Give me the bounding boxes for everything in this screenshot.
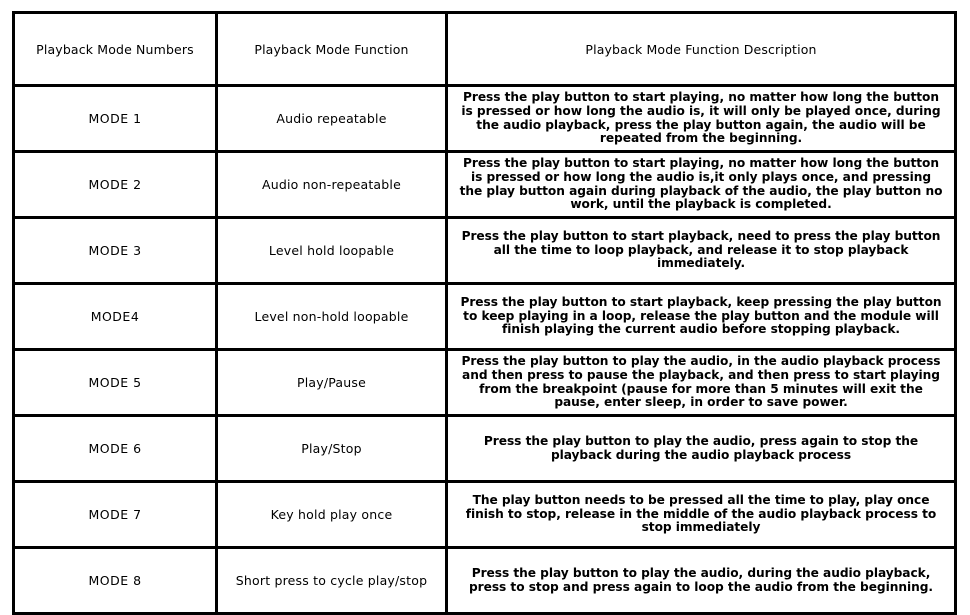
- header-cell-mode-function-inner: [218, 14, 445, 84]
- cell-mode-number: [14, 86, 217, 152]
- header-cell-mode-description: [447, 13, 956, 86]
- mode-number-label: MODE 1: [88, 110, 142, 126]
- cell-mode-description: [447, 482, 956, 548]
- cell-mode-description-inner: [448, 219, 954, 282]
- cell-mode-number: [14, 152, 217, 218]
- table-row: [14, 482, 956, 548]
- cell-mode-function: [217, 350, 447, 416]
- cell-mode-function-inner: [218, 87, 445, 150]
- cell-mode-function-inner: [218, 285, 445, 348]
- mode-number-label: MODE 7: [88, 506, 142, 522]
- cell-mode-function: [217, 548, 447, 614]
- mode-number-label: MODE 6: [88, 440, 142, 456]
- cell-mode-function-inner: [218, 549, 445, 612]
- column-header-mode-description: Playback Mode Function Description: [585, 41, 817, 57]
- mode-function-label: Play/Stop: [301, 440, 362, 456]
- cell-mode-description: [447, 350, 956, 416]
- cell-mode-description-inner: [448, 483, 954, 546]
- playback-mode-table: [12, 11, 957, 615]
- mode-description-text: Press the play button to play the audio, press again to stop the playback during the audio playback process: [483, 433, 919, 462]
- cell-mode-number-inner: [15, 219, 215, 282]
- mode-description-text: Press the play button to start playback, need to press the play button all the time to loop playback, and release it to stop playback immediately.: [461, 228, 941, 271]
- table-row: [14, 284, 956, 350]
- cell-mode-function-inner: [218, 417, 445, 480]
- cell-mode-description: [447, 284, 956, 350]
- cell-mode-number: [14, 482, 217, 548]
- cell-mode-function-inner: [218, 153, 445, 216]
- cell-mode-function-inner: [218, 351, 445, 414]
- mode-function-label: Level hold loopable: [268, 242, 395, 258]
- cell-mode-description-inner: [448, 417, 954, 480]
- column-header-mode-numbers: Playback Mode Numbers: [36, 41, 194, 57]
- mode-description-text: Press the play button to start playing, no matter how long the button is pressed or how long the audio is,it only plays once, and pressing the play button again during playback of the audio, the play button no work, until the playback is completed.: [459, 155, 943, 212]
- header-cell-mode-function: [217, 13, 447, 86]
- cell-mode-function: [217, 86, 447, 152]
- cell-mode-function-inner: [218, 483, 445, 546]
- cell-mode-description-inner: [448, 285, 954, 348]
- cell-mode-number: [14, 350, 217, 416]
- column-header-mode-function: Playback Mode Function: [254, 41, 409, 57]
- mode-number-label: MODE 2: [88, 176, 142, 192]
- cell-mode-number: [14, 416, 217, 482]
- cell-mode-number-inner: [15, 549, 215, 612]
- mode-number-label: MODE 3: [88, 242, 142, 258]
- table-row: [14, 86, 956, 152]
- cell-mode-number-inner: [15, 483, 215, 546]
- cell-mode-number: [14, 548, 217, 614]
- mode-number-label: MODE 5: [88, 374, 142, 390]
- table-row: [14, 350, 956, 416]
- header-cell-mode-numbers-inner: [15, 14, 215, 84]
- cell-mode-number-inner: [15, 417, 215, 480]
- mode-description-text: Press the play button to start playback, keep pressing the play button to keep playing in a loop, release the play button and the module will finish playing the current audio before stopping playback.: [460, 294, 942, 337]
- cell-mode-function: [217, 218, 447, 284]
- cell-mode-function: [217, 284, 447, 350]
- mode-function-label: Audio non-repeatable: [261, 176, 401, 192]
- mode-description-text: Press the play button to play the audio, in the audio playback process and then press to pause the playback, and then press to start playing from the breakpoint (pause for more than 5 minutes will exit the pause, enter sleep, in order to save power.: [461, 353, 941, 410]
- table-row: [14, 548, 956, 614]
- cell-mode-description-inner: [448, 153, 954, 216]
- mode-function-label: Level non-hold loopable: [254, 308, 409, 324]
- mode-function-label: Short press to cycle play/stop: [235, 572, 428, 588]
- table-body: [14, 13, 956, 614]
- table-header-row: [14, 13, 956, 86]
- cell-mode-description: [447, 152, 956, 218]
- cell-mode-description: [447, 86, 956, 152]
- cell-mode-number: [14, 218, 217, 284]
- mode-number-label: MODE 8: [88, 572, 142, 588]
- table-row: [14, 152, 956, 218]
- mode-description-text: Press the play button to play the audio, during the audio playback, press to stop and press again to loop the audio from the beginning.: [468, 565, 933, 594]
- mode-description-text: Press the play button to start playing, no matter how long the button is pressed or how long the audio is, it will only be played once, during the audio playback, press the play button again, the audio will be repeated from the beginning.: [461, 89, 941, 146]
- cell-mode-description: [447, 218, 956, 284]
- cell-mode-description: [447, 416, 956, 482]
- cell-mode-function: [217, 152, 447, 218]
- cell-mode-number-inner: [15, 153, 215, 216]
- cell-mode-number-inner: [15, 87, 215, 150]
- cell-mode-function: [217, 482, 447, 548]
- mode-function-label: Play/Pause: [296, 374, 367, 390]
- cell-mode-description-inner: [448, 87, 954, 150]
- cell-mode-number-inner: [15, 285, 215, 348]
- cell-mode-description: [447, 548, 956, 614]
- table-row: [14, 218, 956, 284]
- header-cell-mode-description-inner: [448, 14, 954, 84]
- cell-mode-number: [14, 284, 217, 350]
- cell-mode-function-inner: [218, 219, 445, 282]
- cell-mode-number-inner: [15, 351, 215, 414]
- mode-function-label: Audio repeatable: [276, 110, 387, 126]
- mode-description-text: The play button needs to be pressed all the time to play, play once finish to stop, release in the middle of the audio playback process to stop immediately: [465, 492, 937, 535]
- cell-mode-description-inner: [448, 351, 954, 414]
- mode-function-label: Key hold play once: [270, 506, 393, 522]
- table-row: [14, 416, 956, 482]
- cell-mode-description-inner: [448, 549, 954, 612]
- mode-number-label: MODE4: [90, 308, 140, 324]
- header-cell-mode-numbers: [14, 13, 217, 86]
- cell-mode-function: [217, 416, 447, 482]
